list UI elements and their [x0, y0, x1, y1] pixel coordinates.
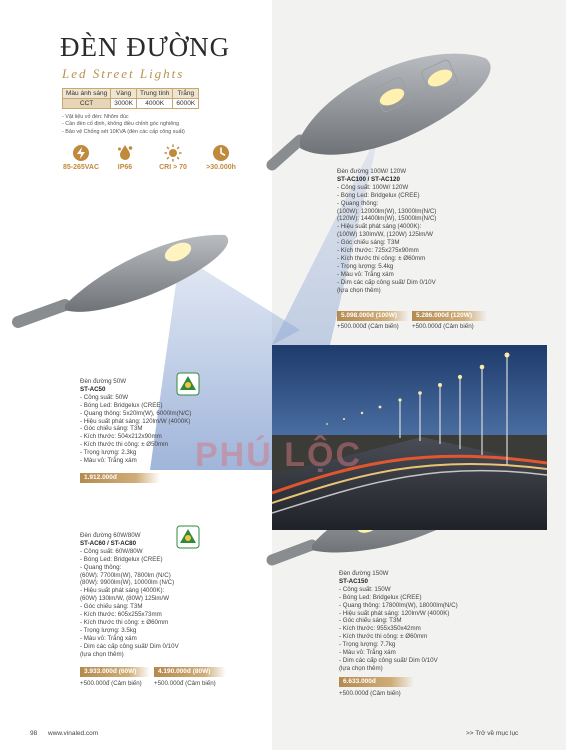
spec-line: - Bóng Led: Bridgelux (CREE) [80, 401, 163, 409]
product-ac50-block [80, 378, 260, 465]
spec-line: - Màu vỏ: Trắng xám [80, 457, 137, 465]
spec-line: - Trọng lượng: 7.7kg [339, 641, 396, 649]
addon-sensor-price: +500.000đ (Cảm biến) [412, 323, 474, 330]
spec-line: - Kích thước thi công: ± Ø60mm [337, 254, 426, 262]
product-ac120-code: ST-AC100 / ST-AC120 [337, 175, 400, 183]
cct-cell-cool: Trắng [173, 89, 199, 99]
spec-voltage-label: 85-265VAC [62, 164, 100, 171]
spec-lifetime [195, 144, 247, 171]
product-ac120-name: Đèn đường 100W/ 120W [337, 168, 407, 175]
spec-line: - Quang thông: [80, 563, 122, 571]
spec-line: - Màu vỏ: Trắng xám [337, 270, 394, 278]
cct-table-row-color [63, 89, 199, 99]
spec-line: - Quang thông: 17800lm(W), 18000lm(N/C) [339, 601, 458, 609]
product-ac80-specs [80, 548, 270, 659]
spec-line: - Bóng Led: Bridgelux (CREE) [80, 555, 163, 563]
spec-line: (60W) 130lm/W, (80W) 125lm/W [80, 595, 170, 603]
watermark-text: PHÚ LỘC [195, 436, 362, 474]
spec-line: (lựa chọn thêm) [80, 650, 124, 658]
spec-line: (lựa chọn thêm) [337, 286, 381, 294]
street-lamp-ac120-image [272, 54, 491, 165]
spec-line: - Bóng Led: Bridgelux (CREE) [339, 593, 422, 601]
spec-line: - Trọng lượng: 2.3kg [80, 449, 137, 457]
spec-line: - Góc chiếu sáng: T3M [80, 603, 143, 611]
cct-cell-neutral: Trung tính [137, 89, 173, 99]
spec-line: - Dim các cấp công suất/ Dim 0/10V [337, 278, 436, 286]
spec-line: - Hiệu suất phát sáng (4000K): [337, 223, 422, 231]
spec-ip-label: IP66 [117, 164, 133, 171]
spec-line: - Dim các cấp công suất/ Dim 0/10V [80, 642, 179, 650]
cct-table-row-temp [63, 99, 199, 109]
cct-cell-3000k: 3000K [111, 99, 137, 109]
product-ac80-block [80, 532, 270, 659]
product-ac50-name: Đèn đường 50W [80, 378, 127, 385]
spec-line: - Quang thông: 5x20lm(W), 6000lm(N/C) [80, 409, 192, 417]
sun-icon [164, 144, 182, 162]
spec-line: - Bóng Led: Bridgelux (CREE) [337, 191, 420, 199]
product-ac150-specs [339, 586, 539, 673]
product-ac120-block [337, 168, 537, 295]
cct-cell-6000k: 6000K [173, 99, 199, 109]
spec-line: - Góc chiếu sáng: T3M [80, 425, 143, 433]
spec-line: - Hiệu suất phát sáng (4000K): [80, 587, 165, 595]
spec-line: - Hiệu suất phát sáng: 120lm/W (4000K) [339, 609, 450, 617]
spec-line: - Kích thước: 725x275x90mm [337, 247, 419, 255]
price-tag: 4.190.000đ (80W) [154, 667, 226, 677]
spec-line: - Hiệu suất phát sáng: 120lm/W (4000K) [80, 417, 191, 425]
product-ac50-specs [80, 394, 260, 465]
spec-line: - Quang thông: [337, 199, 379, 207]
cct-cell-4000k: 4000K [137, 99, 173, 109]
water-drops-icon [116, 144, 134, 162]
spec-line: - Công suất: 60W/80W [80, 547, 143, 555]
spec-ip [99, 144, 151, 171]
spec-line: - Công suất: 50W [80, 393, 129, 401]
spec-line: - Trọng lượng: 5.4kg [337, 262, 394, 270]
product-ac120-prices [337, 311, 547, 321]
cct-cell-label-color: Màu ánh sáng [63, 89, 111, 99]
spec-line: - Công suất: 150W [339, 585, 391, 593]
product-ac150-code: ST-AC150 [339, 577, 368, 585]
product-ac150-block [339, 570, 539, 673]
spec-line: (100W): 12000lm(W), 13000lm(N/C) [337, 207, 437, 215]
addon-sensor-price: +500.000đ (Cảm biến) [337, 323, 399, 330]
price-tag: 3.933.000đ (60W) [80, 667, 150, 677]
price-tag: 6.633.000đ [339, 677, 414, 687]
price-tag: 5.286.000đ (120W) [412, 311, 487, 321]
addon-sensor-price: +500.000đ (Cảm biến) [80, 680, 142, 687]
spec-line: - Góc chiếu sáng: T3M [339, 617, 402, 625]
note-item: - Bảo vệ Chống sét 10KVA (đèn các cấp công suất) [62, 128, 185, 135]
cct-cell-warm: Vàng [111, 89, 137, 99]
price-tag: 1.912.000đ [80, 473, 160, 483]
spec-line: - Kích thước: 605x255x73mm [80, 611, 162, 619]
product-ac150-prices [339, 677, 429, 687]
spec-line: - Dim các cấp công suất/ Dim 0/10V [339, 656, 438, 664]
spec-cri [147, 144, 199, 171]
back-to-toc-link[interactable]: >> Trở về mục lục [466, 730, 519, 737]
spec-line: (100W) 130lm/W, (120W) 125lm/W [337, 231, 433, 239]
spec-line: - Kích thước thi công: ± Ø60mm [339, 633, 428, 641]
spec-line: - Công suất: 100W/ 120W [337, 183, 409, 191]
spec-line: (80W): 9900lm(W), 10000lm (N/C) [80, 579, 175, 587]
product-ac80-code: ST-AC60 / ST-AC80 [80, 539, 137, 547]
note-item: - Vật liệu vỏ đèn: Nhôm đúc [62, 114, 129, 120]
page-title: ĐÈN ĐƯỜNG [60, 32, 231, 62]
cct-cell-label-cct: CCT [63, 99, 111, 109]
product-ac80-prices [80, 667, 280, 677]
page-subtitle: Led Street Lights [62, 66, 185, 81]
spec-lifetime-label: >30.000h [206, 164, 236, 171]
spec-line: - Kích thước thi công: ± Ø50mm [80, 441, 169, 449]
spec-line: - Màu vỏ: Trắng xám [339, 649, 396, 657]
spec-icons-row [55, 144, 255, 180]
spec-line: (lựa chọn thêm) [339, 664, 383, 672]
product-ac50-prices [80, 473, 170, 483]
spec-line: - Trọng lượng: 3.5kg [80, 626, 137, 634]
addon-sensor-price: +500.000đ (Cảm biến) [339, 690, 401, 697]
product-ac80-name: Đèn đường 60W/80W [80, 532, 141, 539]
website-link[interactable]: www.vinaled.com [48, 730, 99, 737]
spec-cri-label: CRI > 70 [159, 164, 187, 171]
spec-line: - Góc chiếu sáng: T3M [337, 239, 400, 247]
spec-line: (60W): 7700lm(W), 7800lm (N/C) [80, 571, 171, 579]
product-ac50-code: ST-AC50 [80, 385, 106, 393]
spec-line: - Kích thước thi công: ± Ø60mm [80, 618, 169, 626]
spec-line: - Kích thước: 504x212x90mm [80, 433, 162, 441]
power-icon [72, 144, 90, 162]
product-ac150-name: Đèn đường 150W [339, 570, 389, 577]
page-number: 98 [30, 730, 38, 737]
spec-line: - Kích thước: 955x350x42mm [339, 625, 421, 633]
product-ac120-specs [337, 184, 537, 295]
price-tag: 5.098.000đ (100W) [337, 311, 409, 321]
spec-line: (120W): 14400lm(W), 15000lm(N/C) [337, 215, 437, 223]
cct-table [62, 88, 199, 109]
notes-list [62, 114, 185, 136]
spec-line: - Màu vỏ: Trắng xám [80, 634, 137, 642]
note-item: - Cần đèn cố định, không điều chỉnh góc nghiêng [62, 121, 180, 128]
clock-icon [212, 144, 230, 162]
addon-sensor-price: +500.000đ (Cảm biến) [154, 680, 216, 687]
